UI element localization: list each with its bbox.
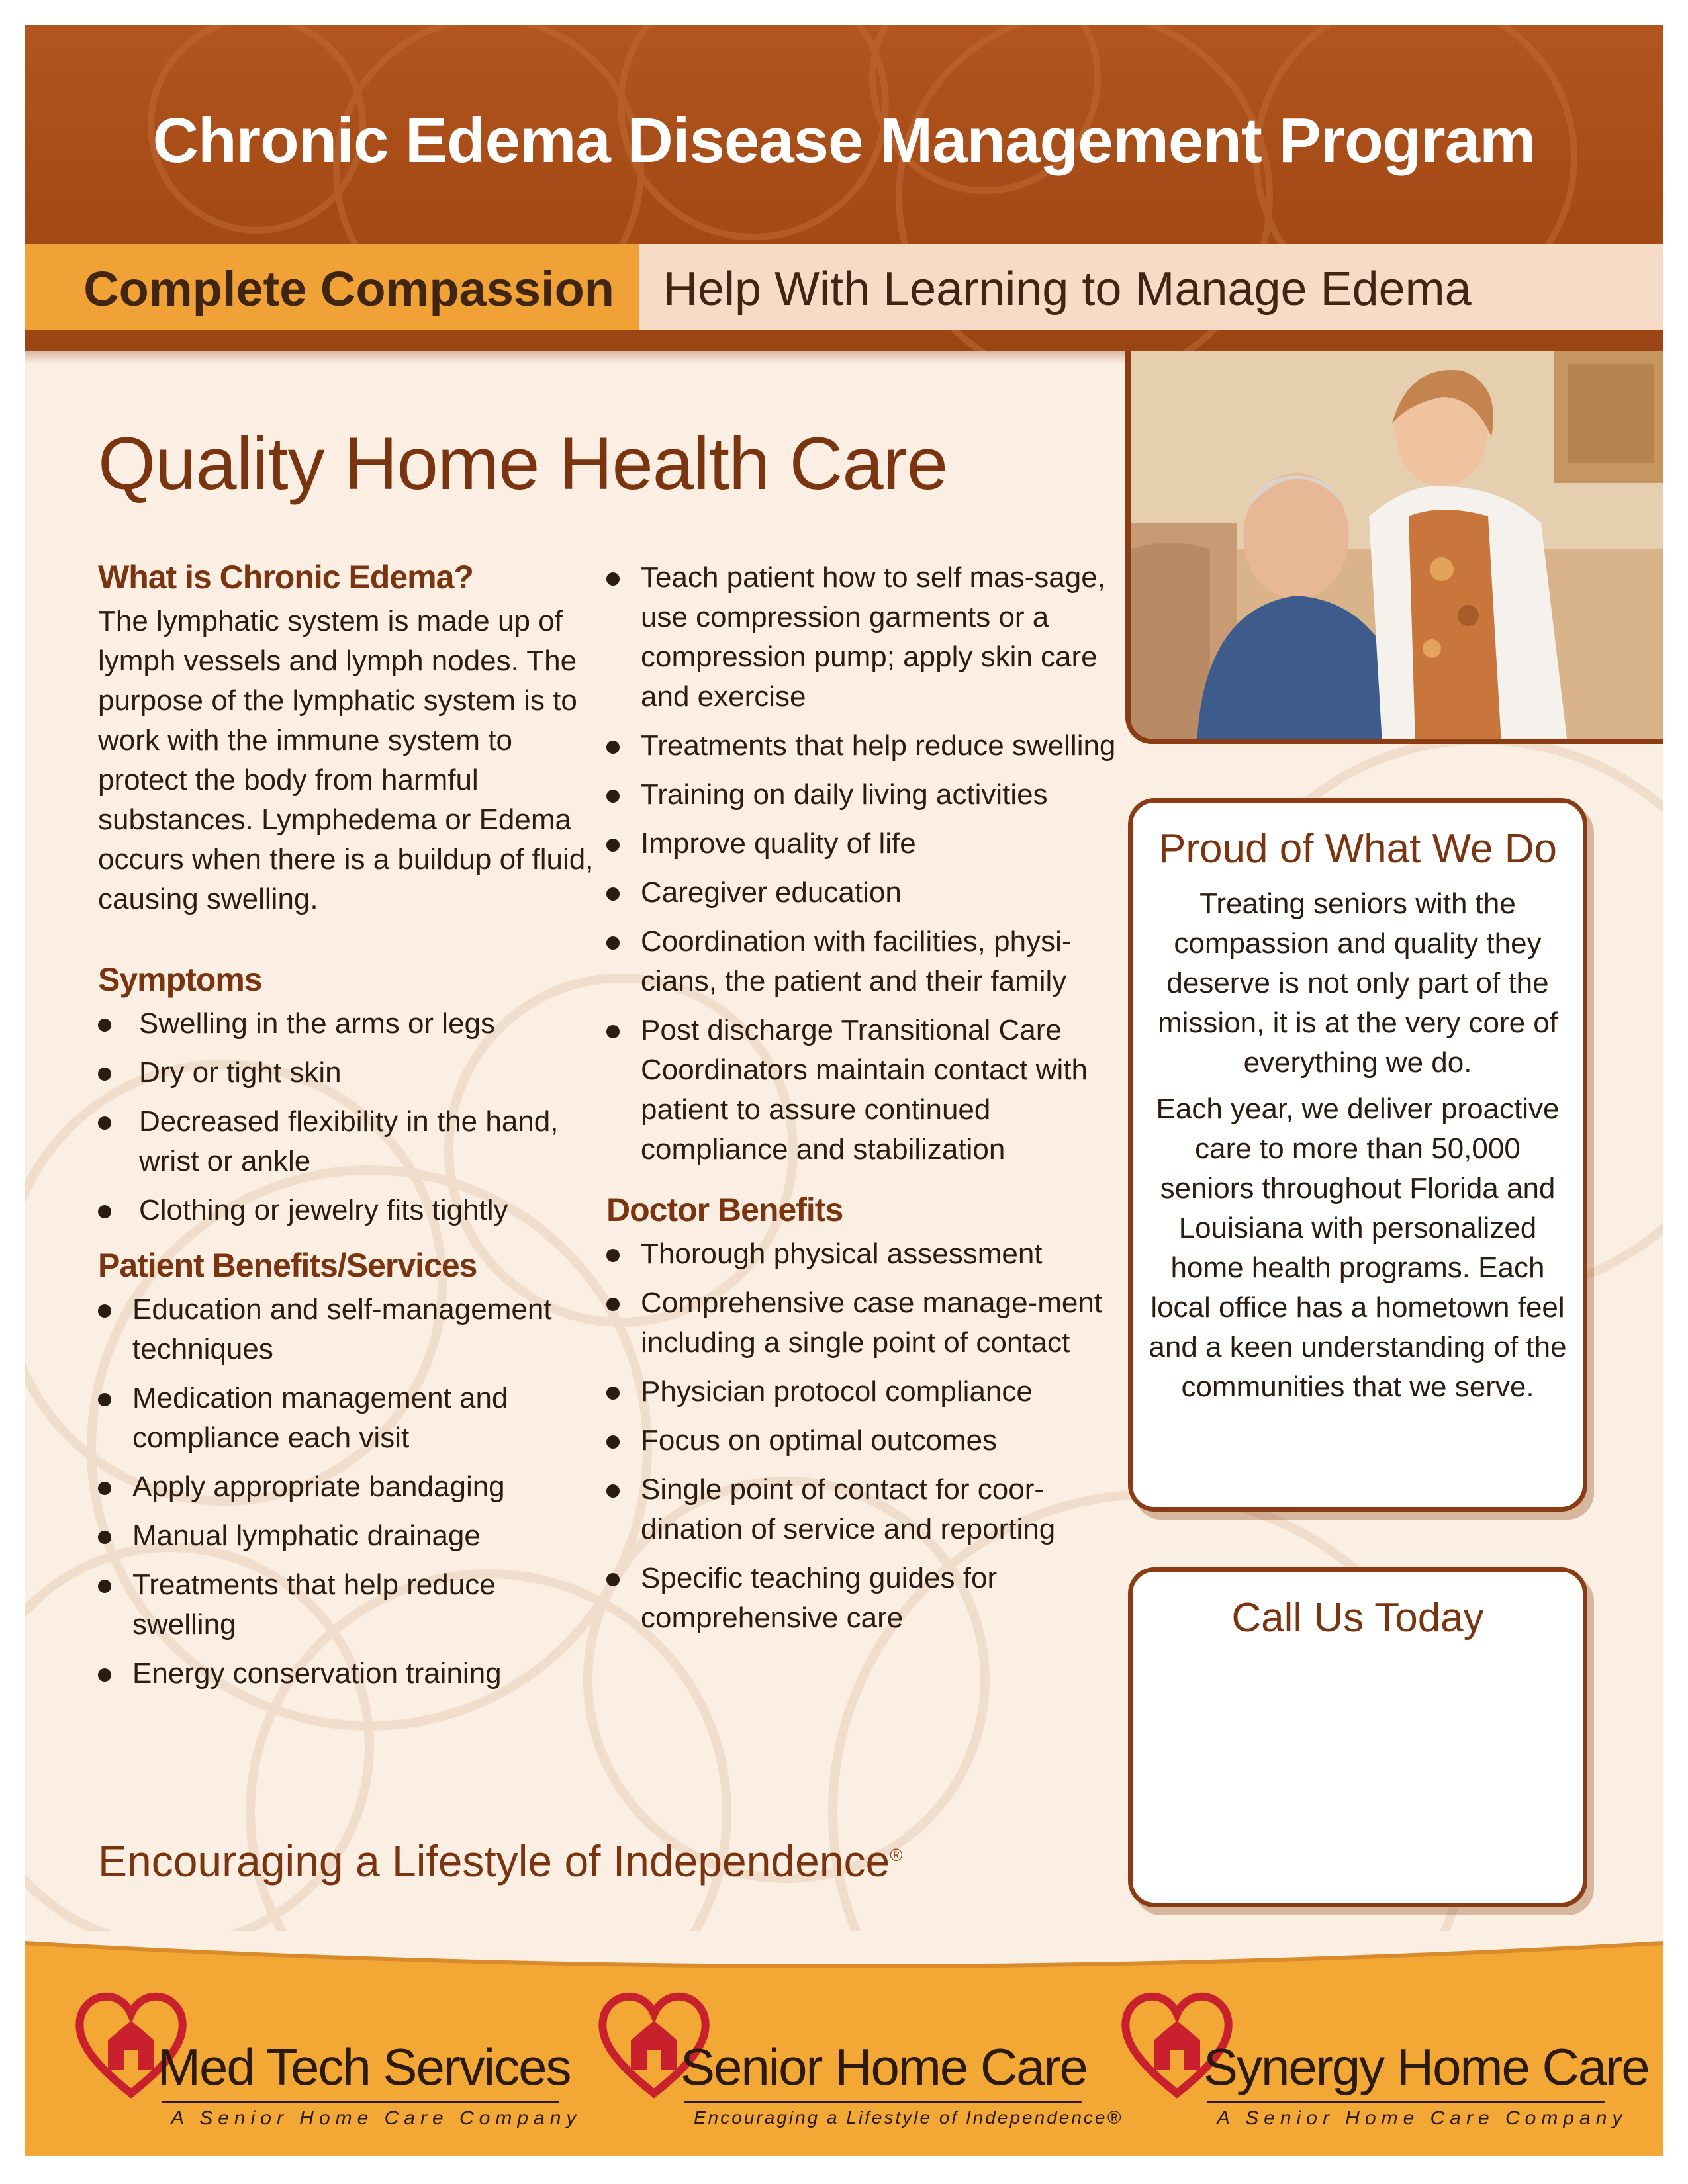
list-item: Improve quality of life: [606, 824, 1116, 864]
patient-benefits-cont-list: [606, 558, 1116, 1169]
list-item: Focus on optimal outcomes: [606, 1421, 1116, 1461]
logo-med-tech-services: [71, 1984, 582, 2130]
proud-box-para2: Each year, we deliver proactive care to more than 50,000 seniors throughout Florida and Louisiana with personalized home health programs. Each local office has a hometown feel and a keen understanding of the communities that we serve.: [1149, 1093, 1567, 1403]
list-item: Dry or tight skin: [98, 1053, 601, 1093]
proud-box-title: Proud of What We Do: [1158, 826, 1557, 872]
logo-name: Med Tech Services: [158, 2038, 571, 2096]
proud-box-para1: Treating seniors with the compassion and quality they deserve is not only part of the mission, it is at the very core of everything we do.: [1158, 887, 1558, 1079]
logo-divider: [684, 2101, 1082, 2103]
list-item: Coordination with facilities, physi-cians, the patient and their family: [606, 922, 1116, 1001]
column-left: [98, 558, 601, 1703]
logo-synergy-home-care: [1117, 1984, 1649, 2130]
list-item: Caregiver education: [606, 873, 1116, 913]
list-item: Apply appropriate bandaging: [98, 1467, 601, 1507]
tagline: [98, 1836, 902, 1886]
list-item: Medication management and compliance each visit: [98, 1379, 601, 1458]
symptoms-list: [98, 1004, 601, 1230]
list-item: Swelling in the arms or legs: [98, 1004, 601, 1044]
patient-benefits-heading: Patient Benefits/Services: [98, 1247, 477, 1284]
tag-right: [639, 244, 1663, 330]
list-item: Single point of contact for coor-dination of service and reporting: [606, 1470, 1116, 1549]
tag-left: [25, 244, 639, 330]
list-item: Treatments that help reduce swelling: [606, 726, 1116, 766]
patient-benefits-list: [98, 1290, 601, 1694]
tagline-bar: [25, 244, 1663, 330]
logo-name: Synergy Home Care: [1203, 2038, 1649, 2096]
list-item: Manual lymphatic drainage: [98, 1516, 601, 1556]
logo-subtitle: Encouraging a Lifestyle of Independence®: [694, 2107, 1123, 2128]
tagline-text: Encouraging a Lifestyle of Independence: [98, 1837, 890, 1886]
list-item: Education and self-management techniques: [98, 1290, 601, 1369]
column-middle: [606, 558, 1116, 1647]
list-item: Energy conservation training: [98, 1654, 601, 1694]
list-item: Comprehensive case manage-ment including a single point of contact: [606, 1283, 1116, 1363]
flyer-page: [25, 25, 1663, 2156]
logo-subtitle: A Senior Home Care Company: [171, 2107, 582, 2129]
logo-divider: [162, 2101, 559, 2103]
list-item: Treatments that help reduce swelling: [98, 1565, 601, 1645]
tag-left-text: Complete Compassion: [83, 261, 614, 316]
what-is-heading: What is Chronic Edema?: [98, 559, 473, 596]
caregiver-photo: [1125, 351, 1663, 744]
logo-subtitle: A Senior Home Care Company: [1217, 2107, 1628, 2129]
registered-mark: ®: [890, 1845, 903, 1865]
list-item: Training on daily living activities: [606, 775, 1116, 815]
doctor-benefits-heading: Doctor Benefits: [606, 1191, 843, 1228]
list-item: Thorough physical assessment: [606, 1234, 1116, 1274]
footer-band: [25, 1931, 1663, 2156]
doctor-benefits-list: [606, 1234, 1116, 1638]
header-title: Chronic Edema Disease Management Program: [152, 105, 1536, 176]
logo-senior-home-care: [594, 1984, 1123, 2130]
symptoms-heading: Symptoms: [98, 961, 262, 998]
list-item: Specific teaching guides for comprehensive care: [606, 1559, 1116, 1638]
list-item: Physician protocol compliance: [606, 1372, 1116, 1412]
logo-name: Senior Home Care: [680, 2038, 1087, 2096]
what-is-text: The lymphatic system is made up of lymph vessels and lymph nodes. The purpose of the lymphatic system is to work with the immune system to protect the body from harmful substances. Lymphedema or Edema occurs when there is a buildup of fluid, causing swelling.: [98, 605, 594, 915]
call-box-title: Call Us Today: [1231, 1595, 1484, 1641]
logo-divider: [1207, 2101, 1605, 2103]
footer-curve: [25, 1931, 1663, 1989]
list-item: Post discharge Transitional Care Coordinators maintain contact with patient to assure continued compliance and stabilization: [606, 1011, 1116, 1169]
list-item: Teach patient how to self mas-sage, use compression garments or a compression pump; apply skin care and exercise: [606, 558, 1116, 717]
tag-right-text: Help With Learning to Manage Edema: [663, 263, 1472, 316]
header-band: [25, 25, 1663, 351]
proud-box: [1128, 798, 1587, 1512]
call-box: [1128, 1567, 1587, 1907]
list-item: Decreased flexibility in the hand, wrist or ankle: [98, 1102, 601, 1181]
main-heading: Quality Home Health Care: [98, 422, 948, 505]
list-item: Clothing or jewelry fits tightly: [98, 1191, 601, 1230]
